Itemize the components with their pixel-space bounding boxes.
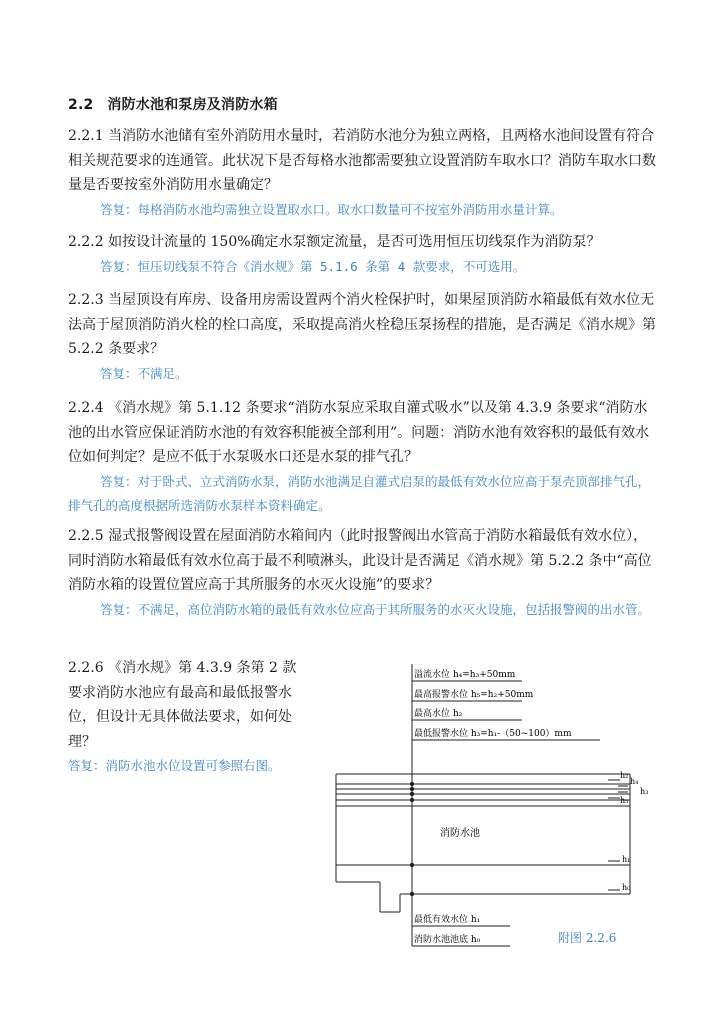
question-text: 2.2.5 湿式报警阀设置在屋面消防水箱间内（此时报警阀出水管高于消防水箱最低有效水位），同时消防水箱最低有效水位高于最不利喷淋头，此设计是否满足《消水规》第 5.2.2 条中“高位消防水箱的设置位置应高于其所服务的水灭火设施”的要求？ — [68, 528, 652, 593]
answer-text: 答复：恒压切线泵不符合《消水规》第 5.1.6 条第 4 款要求，不可选用。 — [100, 258, 526, 274]
water-level-figure — [300, 650, 660, 960]
low-alarm-level-label: 最低报警水位 h₃=h₁-（50~100）mm — [414, 729, 572, 739]
question-text: 2.2.2 如按设计流量的 150%确定水泵额定流量，是否可选用恒压切线泵作为消防泵？ — [68, 234, 601, 250]
section-title: 消防水池和泵房及消防水箱 — [107, 97, 278, 113]
overflow-level-label: 溢流水位 h₄=h₃+50mm — [414, 670, 516, 680]
qa-item-2-2-6 — [68, 656, 300, 779]
qa-item-2-2-5 — [68, 524, 656, 622]
question-text: 2.2.6 《消水规》第 4.3.9 条第 2 款要求消防水池应有最高和最低报警水位，但设计无具体做法要求，如何处理？ — [68, 660, 297, 750]
marker-h1: h₁ — [622, 855, 631, 864]
question-text: 2.2.3 当屋顶设有库房、设备用房需设置两个消火栓保护时，如果屋顶消防水箱最低有效水位无法高于屋顶消防消火栓的栓口高度，采取提高消火栓稳压泵扬程的措施，是否满足《消水规》第 5.2.2 条要求？ — [68, 292, 656, 357]
marker-h5: h₅ — [620, 796, 629, 805]
question-text: 2.2.1 当消防水池储有室外消防用水量时，若消防水池分为独立两格，且两格水池间设置有符合相关规范要求的连通管。此状况下是否每格水池都需要独立设置消防车取水口？消防车取水口数量是否要按室外消防用水量确定？ — [68, 128, 656, 193]
min-effective-level-label: 最低有效水位 h₁ — [414, 915, 481, 925]
marker-h3: h₃ — [640, 787, 649, 796]
section-number: 2.2 — [68, 97, 94, 113]
answer-text: 答复：对于卧式、立式消防水泵，消防水池满足自灌式启泵的最低有效水位应高于泵壳顶部排气孔，排气孔的高度根据所选消防水泵样本资料确定。 — [68, 473, 651, 513]
answer-text: 答复：消防水池水位设置可参照右图。 — [68, 758, 281, 773]
pool-bottom-label: 消防水池池底 h₀ — [414, 935, 481, 945]
qa-item-2-2-4 — [68, 396, 656, 519]
answer-text: 答复：不满足，高位消防水箱的最低有效水位应高于其所服务的水灭火设施，包括报警阀的出水管。 — [100, 601, 651, 617]
question-text: 2.2.4 《消水规》第 5.1.12 条要求“消防水泵应采取自灌式吸水”以及第 4.3.9 条要求“消防水池的出水管应保证消防水池的有效容积能被全部利用”。问题：消防水池有效容积的最低有效水位如何判定？是应不低于水泵吸水口还是水泵的排气孔？ — [68, 400, 650, 465]
answer-text: 答复：每格消防水池均需独立设置取水口。取水口数量可不按室外消防用水量计算。 — [100, 201, 563, 217]
marker-h4: h₄ — [630, 777, 639, 786]
answer-text: 答复：不满足。 — [100, 365, 188, 381]
highest-level-label: 最高水位 h₂ — [414, 709, 463, 719]
qa-item-2-2-2 — [68, 230, 656, 279]
section-heading — [68, 94, 278, 114]
figure-caption: 附图 2.2.6 — [558, 931, 617, 945]
high-alarm-level-label: 最高报警水位 h₅=h₂+50mm — [414, 690, 534, 700]
marker-h0: h₀ — [622, 883, 631, 892]
pool-label: 消防水池 — [440, 828, 480, 839]
marker-h2: h₂ — [620, 771, 629, 780]
qa-item-2-2-3 — [68, 288, 656, 386]
qa-item-2-2-1 — [68, 124, 656, 222]
